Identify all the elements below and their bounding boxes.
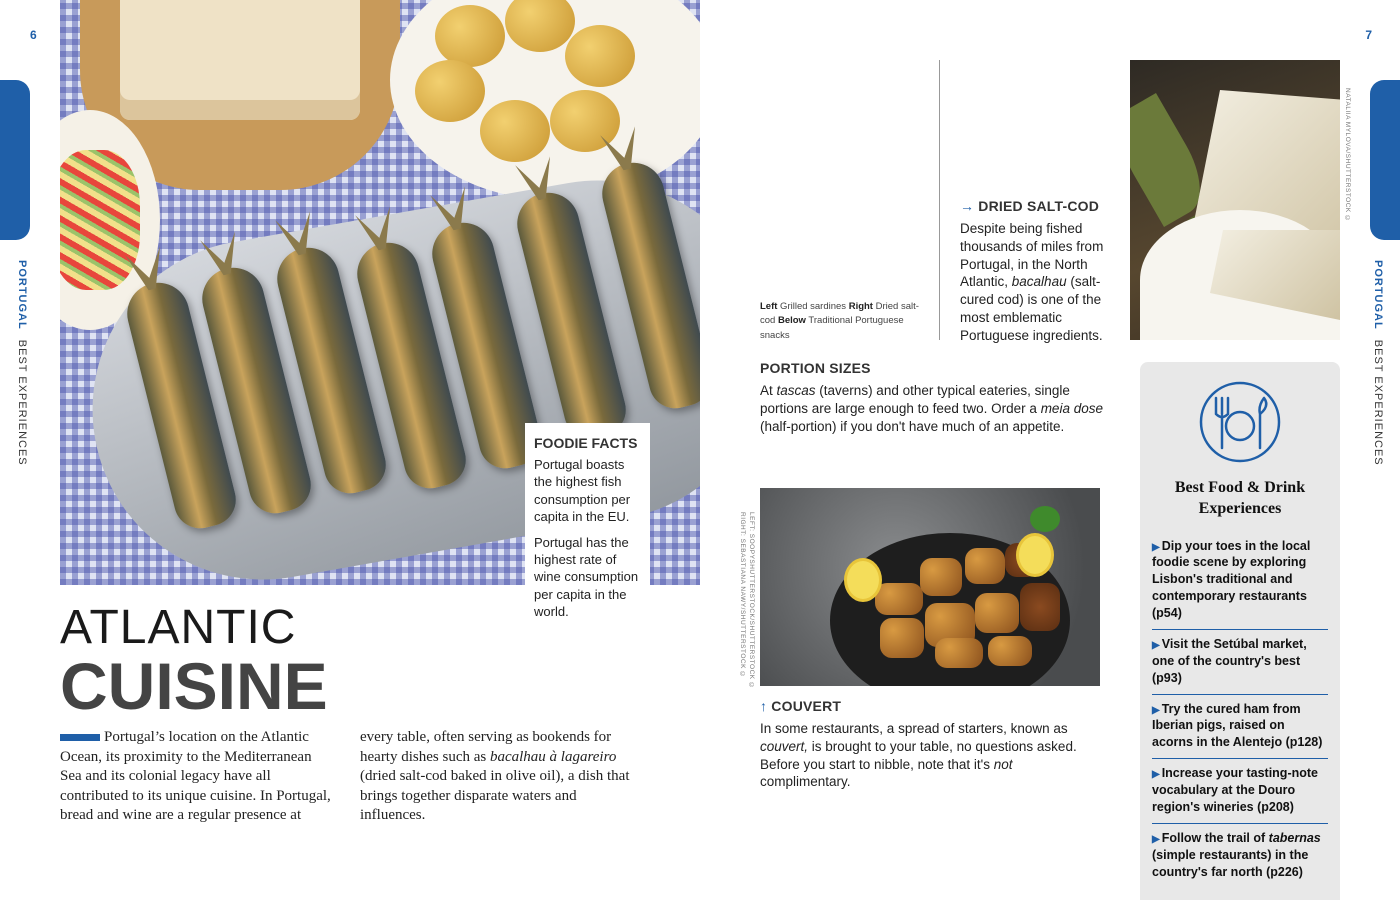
arrow-up-icon: ↑ — [760, 698, 768, 714]
intro-column-1 — [60, 728, 335, 826]
arrow-right-icon: → — [960, 198, 975, 214]
sidebar-item-text: Follow the trail of — [1161, 830, 1269, 845]
fork-plate-knife-icon — [1198, 380, 1282, 464]
portion-text-part: At — [760, 383, 777, 398]
section-tab-left — [0, 80, 30, 240]
snack — [965, 548, 1005, 584]
intro-text: every table, often serving as bookends for hearty dishes such as — [360, 729, 612, 765]
sidebar-list-item — [1152, 532, 1328, 630]
foodie-facts-heading: FOODIE FACTS — [534, 435, 638, 451]
salt-cod-section — [960, 198, 1110, 345]
potato — [480, 100, 550, 162]
sidebar-list-item — [1152, 824, 1328, 888]
sidebar-item-emphasis: tabernas — [1268, 830, 1321, 845]
triangle-bullet-icon: ▶ — [1152, 541, 1160, 553]
sidebar-list-item — [1152, 630, 1328, 695]
snack — [975, 593, 1019, 633]
page-number-right: 7 — [1365, 28, 1372, 42]
dried-salt-cod-photo — [1130, 60, 1340, 340]
foodie-facts-box — [525, 423, 650, 638]
snack — [875, 583, 923, 615]
couvert-text-part: In some restaurants, a spread of starters, known as — [760, 721, 1068, 736]
photo-credit: NATALIIA MYLOVA/SHUTTERSTOCK © — [1344, 88, 1351, 223]
sidebar-list-item — [1152, 759, 1328, 824]
lemon-wedge — [844, 558, 882, 602]
side-label-section: BEST EXPERIENCES — [16, 339, 28, 466]
photo-credit: LEFT: SOOPYSHUTTERSTOCK/SHUTTERSTOCK © — [748, 512, 755, 690]
triangle-bullet-icon: ▶ — [1152, 769, 1160, 781]
couvert-heading — [760, 698, 1100, 714]
page-number-left: 6 — [30, 28, 37, 42]
side-label-right — [1372, 260, 1384, 466]
snack — [935, 638, 983, 668]
accent-bar — [60, 734, 100, 741]
caption-label: Right — [848, 301, 873, 312]
intro-text: (dried salt-cod baked in olive oil), a dish that brings together disparate waters and influences. — [360, 768, 630, 823]
page-title-line2: CUISINE — [60, 649, 328, 723]
snack — [1020, 583, 1060, 631]
portion-text — [760, 382, 1110, 435]
salt-cod-heading-text: DRIED SALT-COD — [978, 198, 1100, 214]
side-label-section: BEST EXPERIENCES — [1372, 339, 1384, 466]
sidebar-item-text: Visit the Setúbal market, one of the country's best (p93) — [1152, 636, 1307, 685]
portuguese-snacks-photo — [760, 488, 1100, 686]
couvert-text-emphasis: couvert, — [760, 738, 809, 754]
photo-credit: RIGHT: SEBASTIANA NAWY/SHUTTERSTOCK © — [739, 512, 746, 679]
intro-text-emphasis: bacalhau à lagareiro — [489, 748, 617, 765]
potato — [415, 60, 485, 122]
couvert-text — [760, 720, 1100, 791]
side-label-country: PORTUGAL — [1372, 260, 1384, 330]
sidebar-item-text: Increase your tasting-note vocabulary at the Douro region's wineries (p208) — [1152, 766, 1318, 814]
sidebar-title: Best Food & Drink Experiences — [1174, 479, 1306, 517]
section-tab-right — [1370, 80, 1400, 240]
salt-cod-text-part: (salt-cured cod) is one of the most emblematic Portuguese ingredients. — [960, 274, 1103, 343]
column-divider — [939, 60, 940, 340]
photo-caption — [760, 300, 930, 343]
potato — [565, 25, 635, 87]
portion-text-part: (taverns) and other typical eateries, single portions are large enough to feed two. Order a — [760, 383, 1070, 416]
couvert-text-part: complimentary. — [760, 774, 851, 790]
snack — [880, 618, 924, 658]
caption-text: Dried salt-cod — [760, 301, 919, 327]
caption-label: Below — [777, 315, 806, 327]
sidebar-list-item — [1152, 695, 1328, 760]
potato — [435, 5, 505, 67]
foodie-fact: Portugal has the highest rate of wine consumption per capita in the world. — [534, 534, 639, 620]
foodie-fact: Portugal boasts the highest fish consumption per capita in the EU. — [534, 457, 631, 525]
intro-text: Portugal’s location on the Atlantic Ocean, its proximity to the Mediterranean Sea and its colonial legacy have all contributed to its unique cuisine. In Portugal, bread and wine are a regular presence at — [60, 729, 331, 823]
couvert-text-emphasis: not — [993, 756, 1013, 772]
portion-text-part: (half-portion) if you don't have much of an appetite. — [760, 418, 1065, 434]
caption-text: Grilled sardines — [777, 301, 849, 312]
side-label-left — [16, 260, 28, 466]
salt-cod-text-emphasis: bacalhau — [1011, 274, 1067, 290]
portion-text-emphasis: meia dose — [1040, 400, 1103, 416]
best-food-drink-sidebar — [1140, 362, 1340, 900]
side-label-country: PORTUGAL — [16, 260, 28, 330]
couvert-heading-text: COUVERT — [771, 698, 842, 714]
caption-text: Traditional Portuguese snacks — [760, 315, 904, 341]
page-title-line1: ATLANTIC — [60, 601, 297, 654]
portion-text-emphasis: tascas — [776, 383, 816, 398]
triangle-bullet-icon: ▶ — [1152, 704, 1160, 716]
portion-heading: PORTION SIZES — [760, 360, 871, 376]
triangle-bullet-icon: ▶ — [1152, 639, 1160, 651]
couvert-text-part: is brought to your table, no questions asked. Before you start to nibble, note that it's — [760, 738, 1077, 772]
parsley — [1030, 506, 1060, 532]
couvert-section — [760, 698, 1100, 791]
bread-slices — [120, 0, 360, 120]
snack — [920, 558, 962, 596]
sidebar-item-text: Try the cured ham from Iberian pigs, raised on acorns in the Alentejo (p128) — [1152, 701, 1323, 750]
caption-label: Left — [760, 301, 778, 312]
salt-cod-heading — [960, 198, 1110, 214]
intro-column-2 — [360, 728, 630, 826]
snack — [988, 636, 1032, 666]
portion-sizes-section — [760, 360, 1110, 435]
potato — [550, 90, 620, 152]
triangle-bullet-icon: ▶ — [1152, 833, 1160, 845]
lemon-wedge — [1016, 533, 1054, 577]
sidebar-item-text: (simple restaurants) in the country's far north (p226) — [1152, 847, 1309, 879]
sidebar-item-text: Dip your toes in the local foodie scene by exploring Lisbon's traditional and contemporary restaurants (p54) — [1152, 538, 1311, 621]
salt-cod-text — [960, 220, 1110, 345]
salt-cod-text-part: Despite being fished thousands of miles from Portugal, in the North Atlantic, — [960, 221, 1104, 290]
